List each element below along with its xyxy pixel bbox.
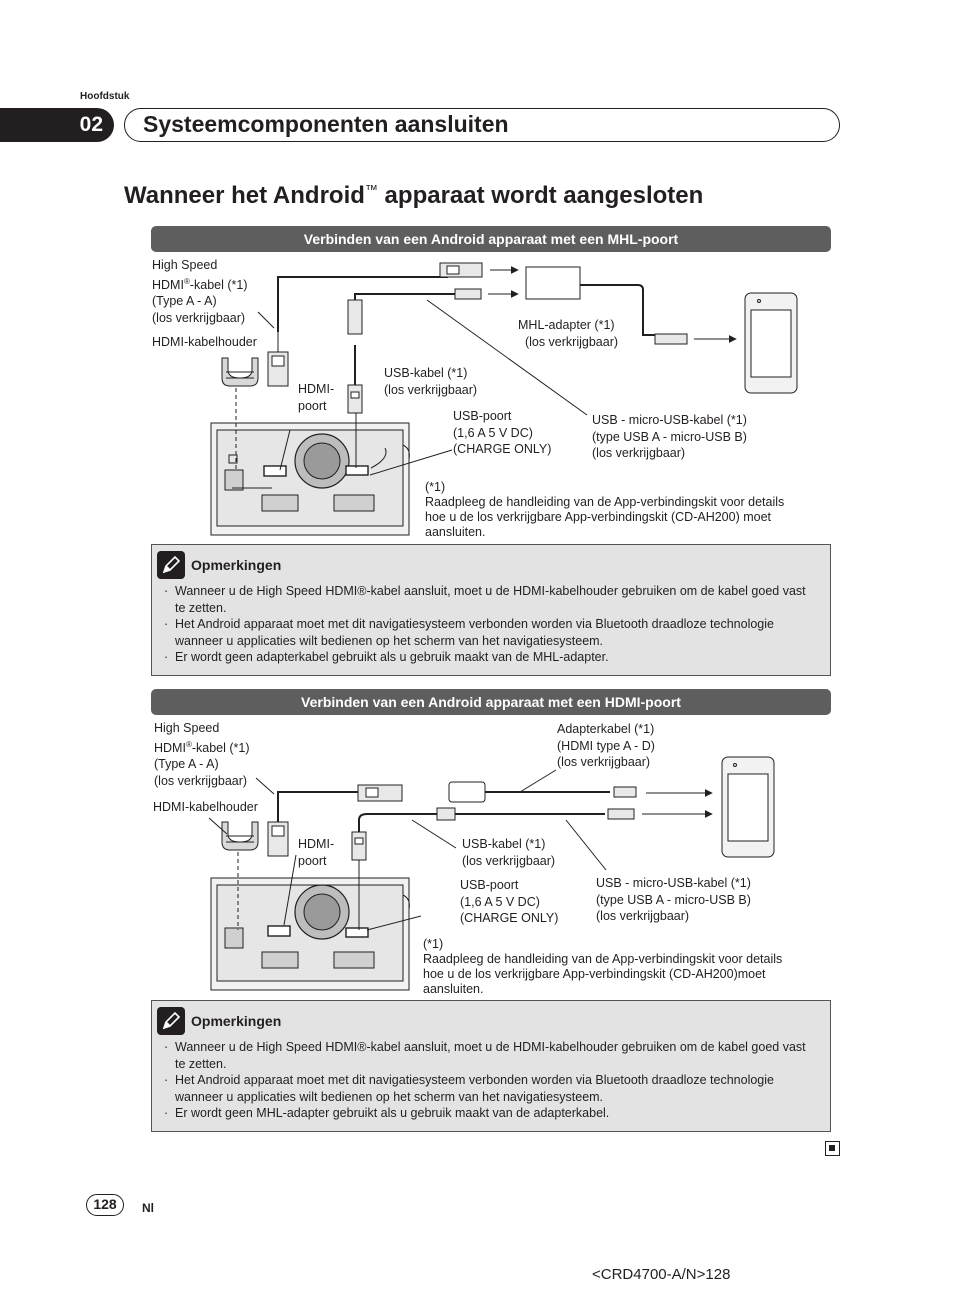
bar-text-em: MHL bbox=[607, 231, 638, 247]
note-pencil-icon bbox=[157, 551, 185, 579]
hdmi-usb-cable-label: USB-kabel (*1) (los verkrijgbaar) bbox=[462, 837, 556, 868]
end-mark-icon bbox=[825, 1141, 840, 1156]
mhl-footnote: (*1) Raadpleeg de handleiding van de App-verbindingskit voor details hoe u de los verkrijgbare App-verbindingskit (CD-AH200) moet aansluiten. bbox=[425, 480, 785, 539]
mhl-adapter-label: MHL-adapter (*1) (los verkrijgbaar) bbox=[518, 318, 619, 349]
notes-title: Opmerkingen bbox=[191, 557, 282, 573]
note-pencil-icon bbox=[157, 1007, 185, 1035]
registered-mark: ® bbox=[183, 276, 190, 286]
notes-list bbox=[164, 1039, 814, 1122]
label-line: High Speed bbox=[154, 721, 220, 735]
note-item: · Het Android apparaat moet met dit navigatiesysteem verbonden worden via Bluetooth draadloze technologie wanneer u applicaties wilt bedienen op het scherm van het navigatiesysteem. bbox=[164, 616, 814, 649]
hdmi-usb-port-label: USB-poort (1,6 A 5 V DC) (CHARGE ONLY) bbox=[460, 878, 559, 925]
mhl-notes-box bbox=[151, 544, 831, 676]
notes-header bbox=[157, 1007, 281, 1035]
page-number: 128 bbox=[86, 1194, 124, 1216]
label-line: (los verkrijgbaar) bbox=[152, 310, 246, 325]
hdmi-footnote: (*1) Raadpleeg de handleiding van de App-verbindingskit voor details hoe u de los verkrijgbare App-verbindingskit (CD-AH200)moet aansluiten. bbox=[423, 937, 783, 996]
android-phone bbox=[745, 293, 797, 393]
hdmi-plug-top bbox=[440, 263, 482, 277]
label-line: (Type A - A) bbox=[154, 757, 219, 772]
hdmi-plug-unit bbox=[268, 332, 288, 386]
note-item: · Er wordt geen adapterkabel gebruikt als u gebruik maakt van de MHL-adapter. bbox=[164, 649, 814, 666]
notes-header bbox=[157, 551, 281, 579]
note-item: · Wanneer u de High Speed HDMI®-kabel aansluit, moet u de HDMI-kabelhouder gebruiken om de kabel goed vast te zetten. bbox=[164, 583, 814, 616]
mhl-hdmi-port-label: HDMI- poort bbox=[298, 382, 335, 413]
label-text: -kabel (*1) bbox=[191, 740, 250, 755]
label-line: (Type A - A) bbox=[152, 294, 217, 309]
mhl-hdmi-holder-label: HDMI-kabelhouder bbox=[152, 335, 257, 349]
label-text: HDMI bbox=[152, 277, 184, 292]
hdmi-cable-holder bbox=[222, 822, 258, 850]
hdmi-hdmi-holder-label: HDMI-kabelhouder bbox=[153, 800, 258, 814]
bar-text: Verbinden van een Android apparaat met een bbox=[301, 694, 605, 710]
label-line bbox=[152, 274, 248, 294]
hdmi-section-bar bbox=[151, 689, 831, 715]
mhl-micro-usb-label: USB - micro-USB-kabel (*1) (type USB A - micro-USB B) (los verkrijgbaar) bbox=[592, 413, 747, 460]
hdmi-plug-top bbox=[358, 785, 402, 801]
bar-text-end: -poort bbox=[640, 694, 681, 710]
bar-text-end: -poort bbox=[637, 231, 679, 247]
note-item: · Wanneer u de High Speed HDMI®-kabel aansluit, moet u de HDMI-kabelhouder gebruiken om de kabel goed vast te zetten. bbox=[164, 1039, 814, 1072]
bar-text: Verbinden van een Android apparaat met een bbox=[303, 231, 608, 247]
label-line bbox=[154, 737, 250, 757]
hdmi-adapter-label: Adapterkabel (*1) (HDMI type A - D) (los verkrijgbaar) bbox=[557, 722, 655, 769]
note-item: · Er wordt geen MHL-adapter gebruikt als u gebruik maakt van de adapterkabel. bbox=[164, 1105, 814, 1122]
notes-list bbox=[164, 583, 814, 666]
trademark-mark: ™ bbox=[364, 182, 378, 197]
section-title-text: Wanneer het Android bbox=[124, 182, 365, 209]
hdmi-cable-holder bbox=[222, 358, 258, 386]
hdmi-plug-unit bbox=[268, 822, 288, 856]
mhl-section-bar bbox=[151, 226, 831, 252]
android-phone bbox=[722, 757, 774, 857]
mhl-hdmi-cable-label bbox=[152, 257, 248, 326]
chapter-title: Systeemcomponenten aansluiten bbox=[124, 108, 840, 142]
mhl-usb-port-label: USB-poort (1,6 A 5 V DC) (CHARGE ONLY) bbox=[453, 409, 552, 456]
label-text: -kabel (*1) bbox=[189, 277, 248, 292]
mhl-usb-cable-label: USB-kabel (*1) (los verkrijgbaar) bbox=[384, 366, 478, 397]
label-text: HDMI bbox=[154, 740, 186, 755]
mhl-adapter bbox=[526, 267, 580, 299]
bar-text-em: HDMI bbox=[604, 694, 641, 710]
section-title bbox=[124, 182, 703, 210]
registered-mark: ® bbox=[185, 739, 192, 749]
note-item: · Het Android apparaat moet met dit navigatiesysteem verbonden worden via Bluetooth draadloze technologie wanneer u applicaties wilt bedienen op het scherm van het navigatiesysteem. bbox=[164, 1072, 814, 1105]
label-line: High Speed bbox=[152, 258, 218, 272]
hdmi-micro-usb-label: USB - micro-USB-kabel (*1) (type USB A - micro-USB B) (los verkrijgbaar) bbox=[596, 876, 751, 923]
adapter-cable bbox=[449, 782, 636, 802]
hdmi-hdmi-port-label: HDMI- poort bbox=[298, 837, 335, 868]
chapter-number: 02 bbox=[0, 108, 114, 142]
head-unit bbox=[211, 878, 409, 990]
chapter-label: Hoofdstuk bbox=[80, 91, 130, 102]
usb-plug bbox=[352, 832, 366, 860]
notes-title: Opmerkingen bbox=[191, 1013, 282, 1029]
section-title-rest: apparaat wordt aangesloten bbox=[377, 182, 704, 209]
language-code: Nl bbox=[142, 1201, 154, 1215]
head-unit bbox=[211, 423, 409, 535]
label-line: (los verkrijgbaar) bbox=[154, 773, 248, 788]
hdmi-hdmi-cable-label bbox=[154, 720, 250, 789]
hdmi-notes-box bbox=[151, 1000, 831, 1132]
document-code: <CRD4700-A/N>128 bbox=[592, 1266, 731, 1283]
